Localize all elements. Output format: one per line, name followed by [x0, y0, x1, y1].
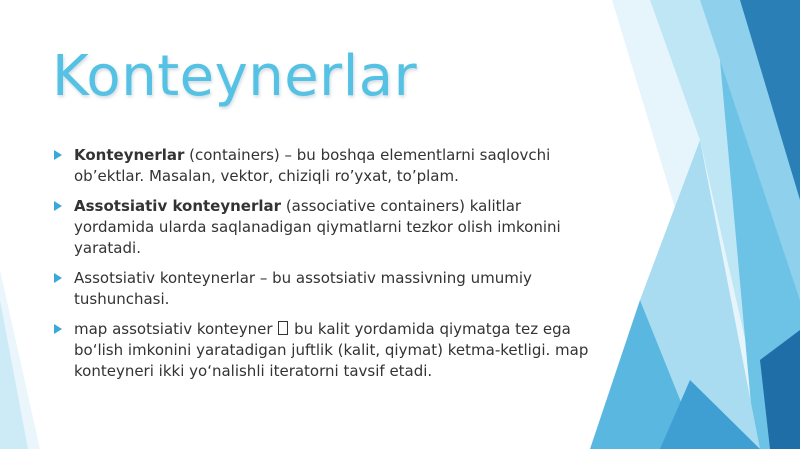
bullet-arrow-icon [54, 201, 62, 211]
bullet-text: Assotsiativ konteynerlar – bu assotsiativ massivning umumiy tushunchasi. [74, 269, 532, 308]
bullet-bold-term: Assotsiativ konteynerlar [74, 197, 282, 215]
bullet-item [54, 268, 594, 310]
slide-title: Konteynerlar [52, 44, 418, 109]
bullet-arrow-icon [54, 150, 62, 160]
bullet-item [54, 145, 594, 187]
bullet-item [54, 196, 594, 259]
bullet-arrow-icon [54, 324, 62, 334]
missing-glyph-icon [278, 321, 288, 335]
bullet-text: (containers) – bu boshqa elementlarni saqlovchi ob’ektlar. Masalan, vektor, chiziqli ro’yxat, to’plam. [74, 146, 551, 185]
bullet-arrow-icon [54, 273, 62, 283]
bullet-text: (associative containers) kalitlar yordamida ularda saqlanadigan qiymatlarni tezkor olish imkonini yaratadi. [74, 197, 561, 257]
bullet-list [54, 145, 594, 391]
bullet-text: map assotsiativ konteyner [74, 320, 278, 338]
bullet-item [54, 319, 594, 382]
bullet-bold-term: Konteynerlar [74, 146, 185, 164]
bullet-text: bu kalit yordamida qiymatga tez ega bo‘lish imkonini yaratadigan juftlik (kalit, qiymat) ketma-ketligi. map konteyneri ikki yo‘nalishli iteratorni tavsif etadi. [74, 320, 589, 380]
